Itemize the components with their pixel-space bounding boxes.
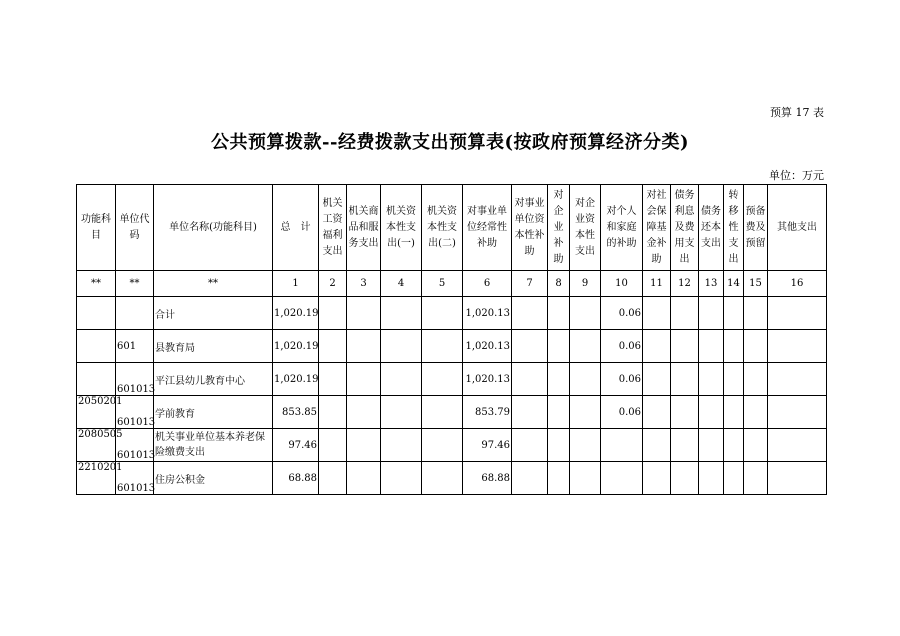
header-col-6: 对事业单位经常性补助 [463,185,512,271]
index-cell: 11 [643,271,671,297]
total-cell: 68.88 [273,462,319,495]
unit-name-cell: 学前教育 [154,396,273,429]
unit-code-cell [116,297,154,330]
func-code-cell: 2050201 [77,396,116,429]
page-title: 公共预算拨款--经费拨款支出预算表(按政府预算经济分类) [211,132,689,153]
header-col-13: 债务还本支出 [699,185,724,271]
col6-cell: 1,020.13 [463,297,512,330]
index-cell: 12 [671,271,699,297]
index-cell: 16 [768,271,827,297]
header-col-5: 机关资本性支出(二) [422,185,463,271]
unit-name-cell: 住房公积金 [154,462,273,495]
col10-cell: 0.06 [601,330,643,363]
index-cell: ** [116,271,154,297]
header-col-2: 机关工资福利支出 [319,185,347,271]
col6-cell: 853.79 [463,396,512,429]
total-cell: 1,020.19 [273,330,319,363]
header-col-12: 债务利息及费用支出 [671,185,699,271]
func-code-cell [77,297,116,330]
col6-cell: 1,020.13 [463,363,512,396]
total-cell: 97.46 [273,429,319,462]
table-row [77,330,827,363]
func-code-cell [77,330,116,363]
index-cell: 15 [744,271,768,297]
budget-table [76,184,827,495]
unit-name-cell: 县教育局 [154,330,273,363]
unit-code-cell: 601013 [116,396,154,429]
index-cell: 5 [422,271,463,297]
col10-cell: 0.06 [601,396,643,429]
header-col-16: 其他支出 [768,185,827,271]
header-col-4: 机关资本性支出(一) [381,185,422,271]
index-cell: ** [77,271,116,297]
index-cell: 4 [381,271,422,297]
index-cell: ** [154,271,273,297]
func-code-cell: 2210201 [77,462,116,495]
table-row [77,297,827,330]
col10-cell: 0.06 [601,297,643,330]
unit-label: 单位：万元 [769,169,824,182]
header-col-10: 对个人和家庭的补助 [601,185,643,271]
index-row [77,271,827,297]
index-cell: 7 [512,271,548,297]
header-col-15: 预备费及预留 [744,185,768,271]
col6-cell: 97.46 [463,429,512,462]
header-unit-code: 单位代码 [116,185,154,271]
header-col-3: 机关商品和服务支出 [347,185,381,271]
index-cell: 14 [724,271,744,297]
col6-cell: 1,020.13 [463,330,512,363]
table-row [77,396,827,429]
unit-code-cell: 601013 [116,462,154,495]
col10-cell: 0.06 [601,363,643,396]
func-code-cell: 2080505 [77,429,116,462]
unit-name-cell: 平江县幼儿教育中心 [154,363,273,396]
col6-cell: 68.88 [463,462,512,495]
index-cell: 13 [699,271,724,297]
index-cell: 9 [570,271,601,297]
index-cell: 3 [347,271,381,297]
header-col-9: 对企业资本性支出 [570,185,601,271]
table-row [77,429,827,462]
func-code-cell [77,363,116,396]
header-col-14: 转移性支出 [724,185,744,271]
unit-code-cell: 601013 [116,429,154,462]
table-row [77,363,827,396]
header-unit-name: 单位名称(功能科目) [154,185,273,271]
header-total: 总 计 [273,185,319,271]
header-func-code: 功能科目 [77,185,116,271]
unit-name-cell: 机关事业单位基本养老保险缴费支出 [154,429,273,462]
index-cell: 1 [273,271,319,297]
index-cell: 10 [601,271,643,297]
unit-name-cell: 合计 [154,297,273,330]
header-row [77,185,827,271]
header-col-8: 对企业补助 [548,185,570,271]
header-col-7: 对事业单位资本性补助 [512,185,548,271]
index-cell: 2 [319,271,347,297]
total-cell: 853.85 [273,396,319,429]
unit-code-cell: 601 [116,330,154,363]
index-cell: 8 [548,271,570,297]
table-row [77,462,827,495]
header-col-11: 对社会保障基金补助 [643,185,671,271]
unit-code-cell: 601013 [116,363,154,396]
total-cell: 1,020.19 [273,363,319,396]
col10-cell [601,429,643,462]
index-cell: 6 [463,271,512,297]
total-cell: 1,020.19 [273,297,319,330]
table-number: 预算 17 表 [770,106,824,119]
col10-cell [601,462,643,495]
